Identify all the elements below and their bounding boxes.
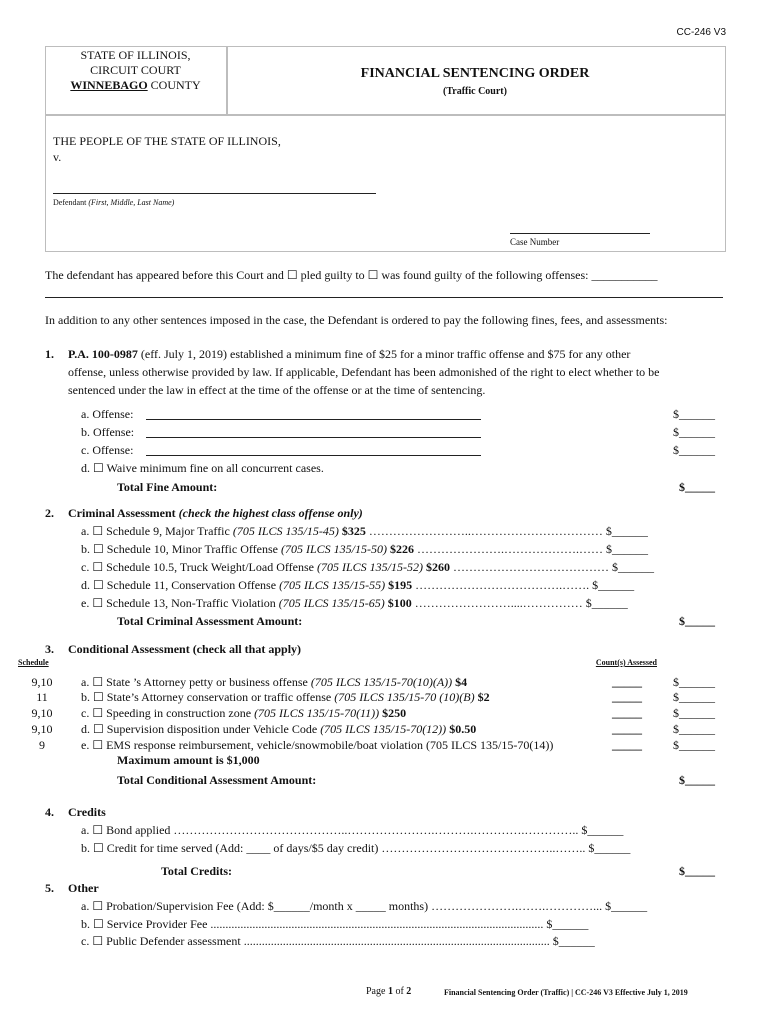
- conditional-item-b-fee: $2: [474, 690, 490, 704]
- criminal-item-a-amount[interactable]: $______: [602, 524, 648, 538]
- criminal-item-e[interactable]: [81, 596, 628, 611]
- schedule-a: 9,10: [31, 675, 53, 689]
- conditional-item-b-cite: (705 ILCS 135/15-70 (10)(B): [334, 690, 475, 704]
- section-3-title: Conditional Assessment (check all that apply): [68, 642, 302, 656]
- total-criminal-amount[interactable]: $_____: [679, 614, 715, 628]
- criminal-item-a-fee: $325: [338, 524, 366, 538]
- credit-item-a-label: a. ☐ Bond applied ……………………………………..………………….……….………….…………..: [81, 823, 579, 837]
- count-d[interactable]: _____: [612, 722, 642, 736]
- criminal-item-b-leader: ………………….……………….……: [413, 542, 603, 556]
- credit-item-b-label: b. ☐ Credit for time served (Add: ____ of days/$5 day credit) ……………………………………..……..: [81, 841, 586, 855]
- criminal-item-e-cite: (705 ILCS 135/15-65): [278, 596, 385, 610]
- page-subtitle: (Traffic Court): [443, 86, 507, 97]
- criminal-item-e-fee: $100: [384, 596, 412, 610]
- conditional-item-c-cite: (705 ILCS 135/15-70(11)): [254, 706, 380, 720]
- pa-number: P.A. 100-0987: [68, 347, 138, 361]
- criminal-item-b[interactable]: [81, 542, 648, 557]
- criminal-item-c-amount[interactable]: $______: [608, 560, 654, 574]
- conditional-item-a[interactable]: [81, 675, 467, 690]
- conditional-item-e[interactable]: [81, 738, 553, 753]
- total-credits-label: Total Credits:: [161, 864, 233, 878]
- criminal-item-a-cite: (705 ILCS 135/15-45): [232, 524, 339, 538]
- county-suffix: COUNTY: [147, 78, 201, 92]
- count-a[interactable]: _____: [612, 675, 642, 689]
- conditional-item-a-label: a. ☐ State ’s Attorney petty or business offense: [81, 675, 311, 689]
- page-label: Page: [366, 986, 388, 997]
- conditional-amount-c[interactable]: $______: [673, 706, 715, 720]
- section-2-title-hint: (check the highest class offense only): [178, 506, 363, 520]
- credit-item-a[interactable]: [81, 823, 623, 838]
- criminal-item-e-label: e. ☐ Schedule 13, Non-Traffic Violation: [81, 596, 279, 610]
- criminal-item-c-leader: …………………………………: [449, 560, 609, 574]
- criminal-item-c-fee: $260: [422, 560, 450, 574]
- court-heading: [45, 48, 226, 93]
- page-current: 1: [387, 986, 393, 997]
- offense-b-amount[interactable]: $______: [673, 425, 715, 439]
- other-item-a[interactable]: [81, 899, 647, 914]
- criminal-item-e-leader: ……………………....……………: [411, 596, 583, 610]
- offense-a-amount[interactable]: $______: [673, 407, 715, 421]
- conditional-item-b[interactable]: [81, 690, 490, 705]
- schedule-header: Schedule: [18, 658, 49, 667]
- criminal-item-a-leader: ……………………..……………………………: [365, 524, 603, 538]
- other-item-c-label: c. ☐ Public Defender assessment ......................................................................................................: [81, 934, 550, 948]
- offense-a-line[interactable]: [146, 419, 481, 420]
- other-item-c[interactable]: [81, 934, 595, 949]
- conditional-item-c[interactable]: [81, 706, 406, 721]
- section-4-title: Credits: [68, 805, 106, 819]
- versus-label: v.: [53, 150, 62, 164]
- criminal-item-b-label: b. ☐ Schedule 10, Minor Traffic Offense: [81, 542, 281, 556]
- section-1-line2: offense, unless otherwise provided by law. If applicable, Defendant has been admonished of the right to elect whether to be: [68, 365, 660, 379]
- offense-c-line[interactable]: [146, 455, 481, 456]
- section-5-title: Other: [68, 881, 99, 895]
- defendant-hint: (First, Middle, Last Name): [88, 198, 175, 207]
- other-item-a-amount[interactable]: $______: [602, 899, 648, 913]
- other-item-b-label: b. ☐ Service Provider Fee ...............................................................................................................: [81, 917, 544, 931]
- counts-header: Count(s) Assessed: [595, 658, 657, 667]
- total-conditional-amount[interactable]: $_____: [679, 773, 715, 787]
- credit-item-b[interactable]: [81, 841, 630, 856]
- criminal-item-c-label: c. ☐ Schedule 10.5, Truck Weight/Load Offense: [81, 560, 317, 574]
- schedule-c: 9,10: [31, 706, 53, 720]
- criminal-item-b-amount[interactable]: $______: [602, 542, 648, 556]
- page-total: 2: [406, 986, 412, 997]
- criminal-item-d-cite: (705 ILCS 135/15-55): [279, 578, 386, 592]
- section-2-title-text: Criminal Assessment: [68, 506, 179, 520]
- conditional-item-d-label: d. ☐ Supervision disposition under Vehicle Code: [81, 722, 321, 736]
- conditional-item-a-cite: (705 ILCS 135/15-70(10)(A)): [310, 675, 453, 689]
- conditional-amount-e[interactable]: $______: [673, 738, 715, 752]
- defendant-label: [53, 198, 174, 207]
- criminal-item-c[interactable]: [81, 560, 654, 575]
- schedule-d: 9,10: [31, 722, 53, 736]
- conditional-amount-a[interactable]: $______: [673, 675, 715, 689]
- other-item-a-label: a. ☐ Probation/Supervision Fee (Add: $______/month x _____ months) ………………….…….…………...: [81, 899, 603, 913]
- appearance-statement: The defendant has appeared before this Court and ☐ pled guilty to ☐ was found guilty of the following offenses: ___________: [45, 268, 658, 282]
- conditional-item-c-label: c. ☐ Speeding in construction zone: [81, 706, 255, 720]
- page-of: of: [392, 986, 407, 997]
- count-e[interactable]: _____: [612, 738, 642, 752]
- total-conditional-label: Total Conditional Assessment Amount:: [117, 773, 317, 787]
- case-number-line[interactable]: [510, 233, 650, 234]
- case-number-label: Case Number: [510, 237, 560, 247]
- schedule-e: 9: [39, 738, 45, 752]
- total-fine-label: Total Fine Amount:: [117, 480, 218, 494]
- section-1-line3: sentenced under the law in effect at the time of the offense or at the time of sentencing.: [68, 383, 486, 397]
- footer-form-info: Financial Sentencing Order (Traffic) | CC-246 V3 Effective July 1, 2019: [444, 988, 688, 997]
- people-label: THE PEOPLE OF THE STATE OF ILLINOIS,: [53, 134, 281, 148]
- offense-a-label: a. Offense:: [81, 407, 134, 421]
- criminal-item-d[interactable]: [81, 578, 634, 593]
- count-c[interactable]: _____: [612, 706, 642, 720]
- defendant-line[interactable]: [53, 193, 376, 194]
- other-item-c-amount[interactable]: $______: [549, 934, 595, 948]
- conditional-item-d-cite: (705 ILCS 135/15-70(12)): [320, 722, 447, 736]
- max-amount-note: Maximum amount is $1,000: [117, 753, 260, 767]
- waive-checkbox[interactable]: d. ☐ Waive minimum fine on all concurrent cases.: [81, 461, 324, 475]
- criminal-item-d-label: d. ☐ Schedule 11, Conservation Offense: [81, 578, 280, 592]
- addition-statement: In addition to any other sentences imposed in the case, the Defendant is ordered to pay the following fines, fees, and assessments:: [45, 313, 668, 327]
- conditional-item-a-fee: $4: [452, 675, 468, 689]
- conditional-item-e-label: e. ☐ EMS response reimbursement, vehicle/snowmobile/boat violation (705 ILCS 135/15-70(14)): [81, 738, 554, 752]
- offense-b-line[interactable]: [146, 437, 481, 438]
- county-name: WINNEBAGO: [70, 78, 148, 92]
- conditional-amount-b[interactable]: $______: [673, 690, 715, 704]
- conditional-item-d[interactable]: [81, 722, 476, 737]
- court-label: CIRCUIT COURT: [90, 63, 181, 77]
- criminal-item-a[interactable]: [81, 524, 648, 539]
- conditional-item-c-fee: $250: [379, 706, 407, 720]
- section-1-line1: [68, 347, 630, 362]
- conditional-amount-d[interactable]: $______: [673, 722, 715, 736]
- conditional-item-b-label: b. ☐ State’s Attorney conservation or traffic offense: [81, 690, 335, 704]
- offenses-blank-line[interactable]: [45, 297, 723, 298]
- total-credits-amount[interactable]: $_____: [679, 864, 715, 878]
- total-fine-amount[interactable]: $_____: [679, 480, 715, 494]
- other-item-b-amount[interactable]: $______: [543, 917, 589, 931]
- county-label: [45, 78, 226, 93]
- form-id: CC-246 V3: [676, 27, 726, 38]
- page-number: [366, 986, 411, 997]
- conditional-item-d-fee: $0.50: [446, 722, 477, 736]
- criminal-item-d-amount[interactable]: $______: [589, 578, 635, 592]
- page-title: FINANCIAL SENTENCING ORDER: [360, 66, 590, 81]
- criminal-item-b-fee: $226: [386, 542, 414, 556]
- offense-b-label: b. Offense:: [81, 425, 135, 439]
- credit-item-a-amount[interactable]: $______: [578, 823, 624, 837]
- criminal-item-a-label: a. ☐ Schedule 9, Major Traffic: [81, 524, 233, 538]
- section-2-title: [68, 506, 363, 521]
- total-criminal-label: Total Criminal Assessment Amount:: [117, 614, 303, 628]
- defendant-label-text: Defendant: [53, 198, 87, 207]
- credit-item-b-amount[interactable]: $______: [585, 841, 631, 855]
- section-4-number: 4.: [45, 805, 54, 819]
- schedule-b: 11: [36, 690, 48, 704]
- criminal-item-d-fee: $195: [385, 578, 413, 592]
- other-item-b[interactable]: [81, 917, 588, 932]
- criminal-item-b-cite: (705 ILCS 135/15-50): [280, 542, 387, 556]
- offense-c-amount[interactable]: $______: [673, 443, 715, 457]
- section-1-line1-text: (eff. July 1, 2019) established a minimum fine of $25 for a minor traffic offense and $75 for any other: [137, 347, 631, 361]
- criminal-item-c-cite: (705 ILCS 135/15-52): [316, 560, 423, 574]
- section-2-number: 2.: [45, 506, 54, 520]
- offense-c-label: c. Offense:: [81, 443, 134, 457]
- section-1-number: 1.: [45, 347, 54, 361]
- section-3-number: 3.: [45, 642, 54, 656]
- criminal-item-e-amount[interactable]: $______: [582, 596, 628, 610]
- criminal-item-d-leader: ……………………………….…….: [412, 578, 590, 592]
- count-b[interactable]: _____: [612, 690, 642, 704]
- section-5-number: 5.: [45, 881, 54, 895]
- state-label: STATE OF ILLINOIS,: [80, 48, 191, 62]
